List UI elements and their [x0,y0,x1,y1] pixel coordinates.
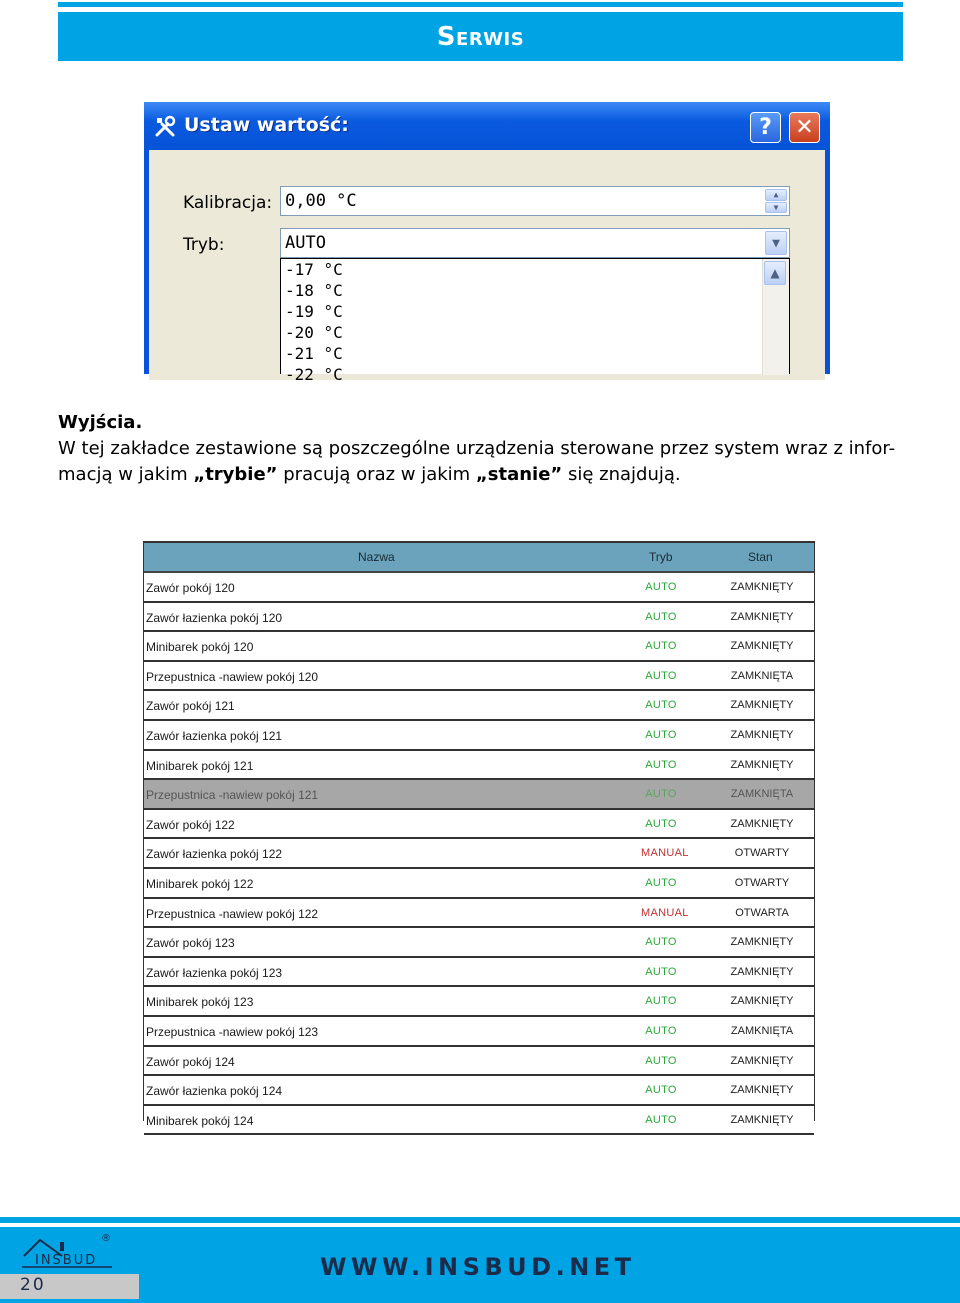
device-name-cell: Zawór pokój 122 [146,817,235,832]
table-row[interactable] [144,751,814,781]
device-name-cell: Zawór łazienka pokój 121 [146,728,283,743]
table-row[interactable] [144,603,814,633]
device-name-cell: Zawór łazienka pokój 120 [146,610,283,625]
mode-cell: MANUAL [641,847,689,860]
mode-cell: AUTO [645,788,677,801]
mode-cell: AUTO [645,965,677,978]
mode-cell: AUTO [645,1054,677,1067]
tools-icon [154,116,176,138]
website-url: WWW.INSBUD.NET [320,1253,636,1281]
table-row[interactable] [144,632,814,662]
calibration-value: 0,00 °C [285,191,357,211]
state-cell: ZAMKNIĘTY [730,640,794,653]
table-row[interactable] [144,839,814,869]
mode-select[interactable] [280,228,790,258]
dropdown-option[interactable]: -17 °C [285,260,343,279]
state-cell: ZAMKNIĘTY [730,1113,794,1126]
mode-label: Tryb: [183,235,225,255]
table-row[interactable] [144,691,814,721]
mode-cell: AUTO [645,640,677,653]
state-cell: OTWARTA [735,906,789,919]
device-name-cell: Przepustnica -nawiew pokój 121 [146,788,319,803]
page-title: Serwis [436,21,525,52]
column-header-name[interactable]: Nazwa [358,550,395,564]
mode-cell: AUTO [645,581,677,593]
calibration-label: Kalibracja: [183,193,273,213]
table-row[interactable] [144,1076,814,1106]
state-cell: ZAMKNIĘTY [730,728,794,741]
description-bold-state: „stanie” [475,464,563,485]
state-cell: ZAMKNIĘTA [730,669,794,682]
mode-cell: AUTO [645,876,677,889]
dropdown-option[interactable]: -22 °C [285,365,343,384]
device-name-cell: Zawór łazienka pokój 122 [146,847,283,862]
state-cell: ZAMKNIĘTY [730,817,794,830]
mode-cell: AUTO [645,1113,677,1126]
table-row[interactable] [144,780,814,810]
table-row[interactable] [144,869,814,899]
mode-cell: AUTO [645,669,677,682]
device-name-cell: Zawór pokój 123 [146,936,235,951]
table-row[interactable] [144,662,814,692]
calibration-spinbox[interactable] [280,186,790,216]
device-name-cell: Przepustnica -nawiew pokój 122 [146,906,319,921]
dialog-titlebar[interactable] [144,102,830,150]
registered-mark: ® [101,1233,111,1244]
device-name-cell: Minibarek pokój 120 [146,640,254,655]
mode-select-value: AUTO [285,233,326,253]
table-row[interactable] [144,573,814,603]
description-text: pracują oraz w jakim [277,464,476,485]
mode-cell: AUTO [645,699,677,712]
device-name-cell: Zawór pokój 121 [146,699,235,714]
mode-cell: MANUAL [641,906,689,919]
device-name-cell: Zawór pokój 120 [146,581,235,595]
description-bold-mode: „trybie” [193,464,278,485]
section-title: Wyjścia. [58,412,143,433]
state-cell: ZAMKNIĘTY [730,965,794,978]
table-row[interactable] [144,958,814,988]
state-cell: OTWARTY [734,847,790,860]
mode-cell: AUTO [645,1024,677,1037]
footer-top-rule [0,1217,960,1223]
description-text: W tej zakładce zestawione są poszczególne urządzenia sterowane przez system wraz z infor-macją w jakim [58,438,896,485]
mode-cell: AUTO [645,817,677,830]
state-cell: ZAMKNIĘTA [730,788,794,801]
mode-cell: AUTO [645,1084,677,1097]
device-name-cell: Przepustnica -nawiew pokój 120 [146,669,319,684]
table-row[interactable] [144,1017,814,1047]
help-button[interactable]: ? [750,112,781,143]
device-name-cell: Minibarek pokój 123 [146,995,254,1010]
outputs-table [143,541,815,1128]
table-row[interactable] [144,899,814,929]
state-cell: ZAMKNIĘTY [730,610,794,623]
dropdown-scrollbar[interactable] [762,259,789,375]
table-row[interactable] [144,1047,814,1077]
column-header-mode[interactable]: Tryb [649,550,673,564]
state-cell: ZAMKNIĘTY [730,758,794,771]
dropdown-option[interactable]: -18 °C [285,281,343,300]
page-number: 20 [20,1275,46,1295]
device-name-cell: Przepustnica -nawiew pokój 123 [146,1024,319,1039]
mode-dropdown-list[interactable] [280,258,790,384]
device-name-cell: Zawór łazienka pokój 124 [146,1084,283,1099]
mode-cell: AUTO [645,995,677,1008]
spin-up-icon[interactable]: ▲ [765,189,787,201]
state-cell: ZAMKNIĘTY [730,699,794,712]
dropdown-option[interactable]: -19 °C [285,302,343,321]
spin-down-icon[interactable]: ▼ [765,202,787,214]
header-top-rule [58,2,903,7]
device-name-cell: Zawór pokój 124 [146,1054,235,1069]
state-cell: ZAMKNIĘTY [730,995,794,1008]
dropdown-option[interactable]: -21 °C [285,344,343,363]
table-header [144,541,814,573]
section-description [58,436,908,488]
column-header-state[interactable]: Stan [748,550,773,564]
device-name-cell: Minibarek pokój 122 [146,876,254,891]
device-name-cell: Minibarek pokój 124 [146,1113,254,1128]
mode-cell: AUTO [645,758,677,771]
state-cell: OTWARTY [734,876,790,889]
mode-cell: AUTO [645,610,677,623]
description-text: się znajdują. [562,464,681,485]
state-cell: ZAMKNIĘTY [730,1084,794,1097]
state-cell: ZAMKNIĘTY [730,1054,794,1067]
close-button[interactable]: ✕ [789,112,820,143]
table-row[interactable] [144,721,814,751]
mode-cell: AUTO [645,936,677,949]
header-bar [58,12,903,61]
logo-text: INSBUD [35,1253,98,1268]
table-row[interactable] [144,928,814,958]
state-cell: ZAMKNIĘTA [730,1024,794,1037]
device-name-cell: Zawór łazienka pokój 123 [146,965,283,980]
spinner-buttons[interactable] [765,189,787,213]
mode-cell: AUTO [645,728,677,741]
table-row[interactable] [144,987,814,1017]
chevron-down-icon[interactable]: ▼ [765,231,787,255]
dialog-title: Ustaw wartość: [184,114,349,136]
table-rows [144,573,814,1135]
device-name-cell: Minibarek pokój 121 [146,758,254,773]
table-row[interactable] [144,1106,814,1136]
dropdown-option[interactable]: -20 °C [285,323,343,342]
scroll-up-icon[interactable]: ▲ [764,261,786,285]
state-cell: ZAMKNIĘTY [730,936,794,949]
state-cell: ZAMKNIĘTY [730,581,794,593]
table-row[interactable] [144,810,814,840]
